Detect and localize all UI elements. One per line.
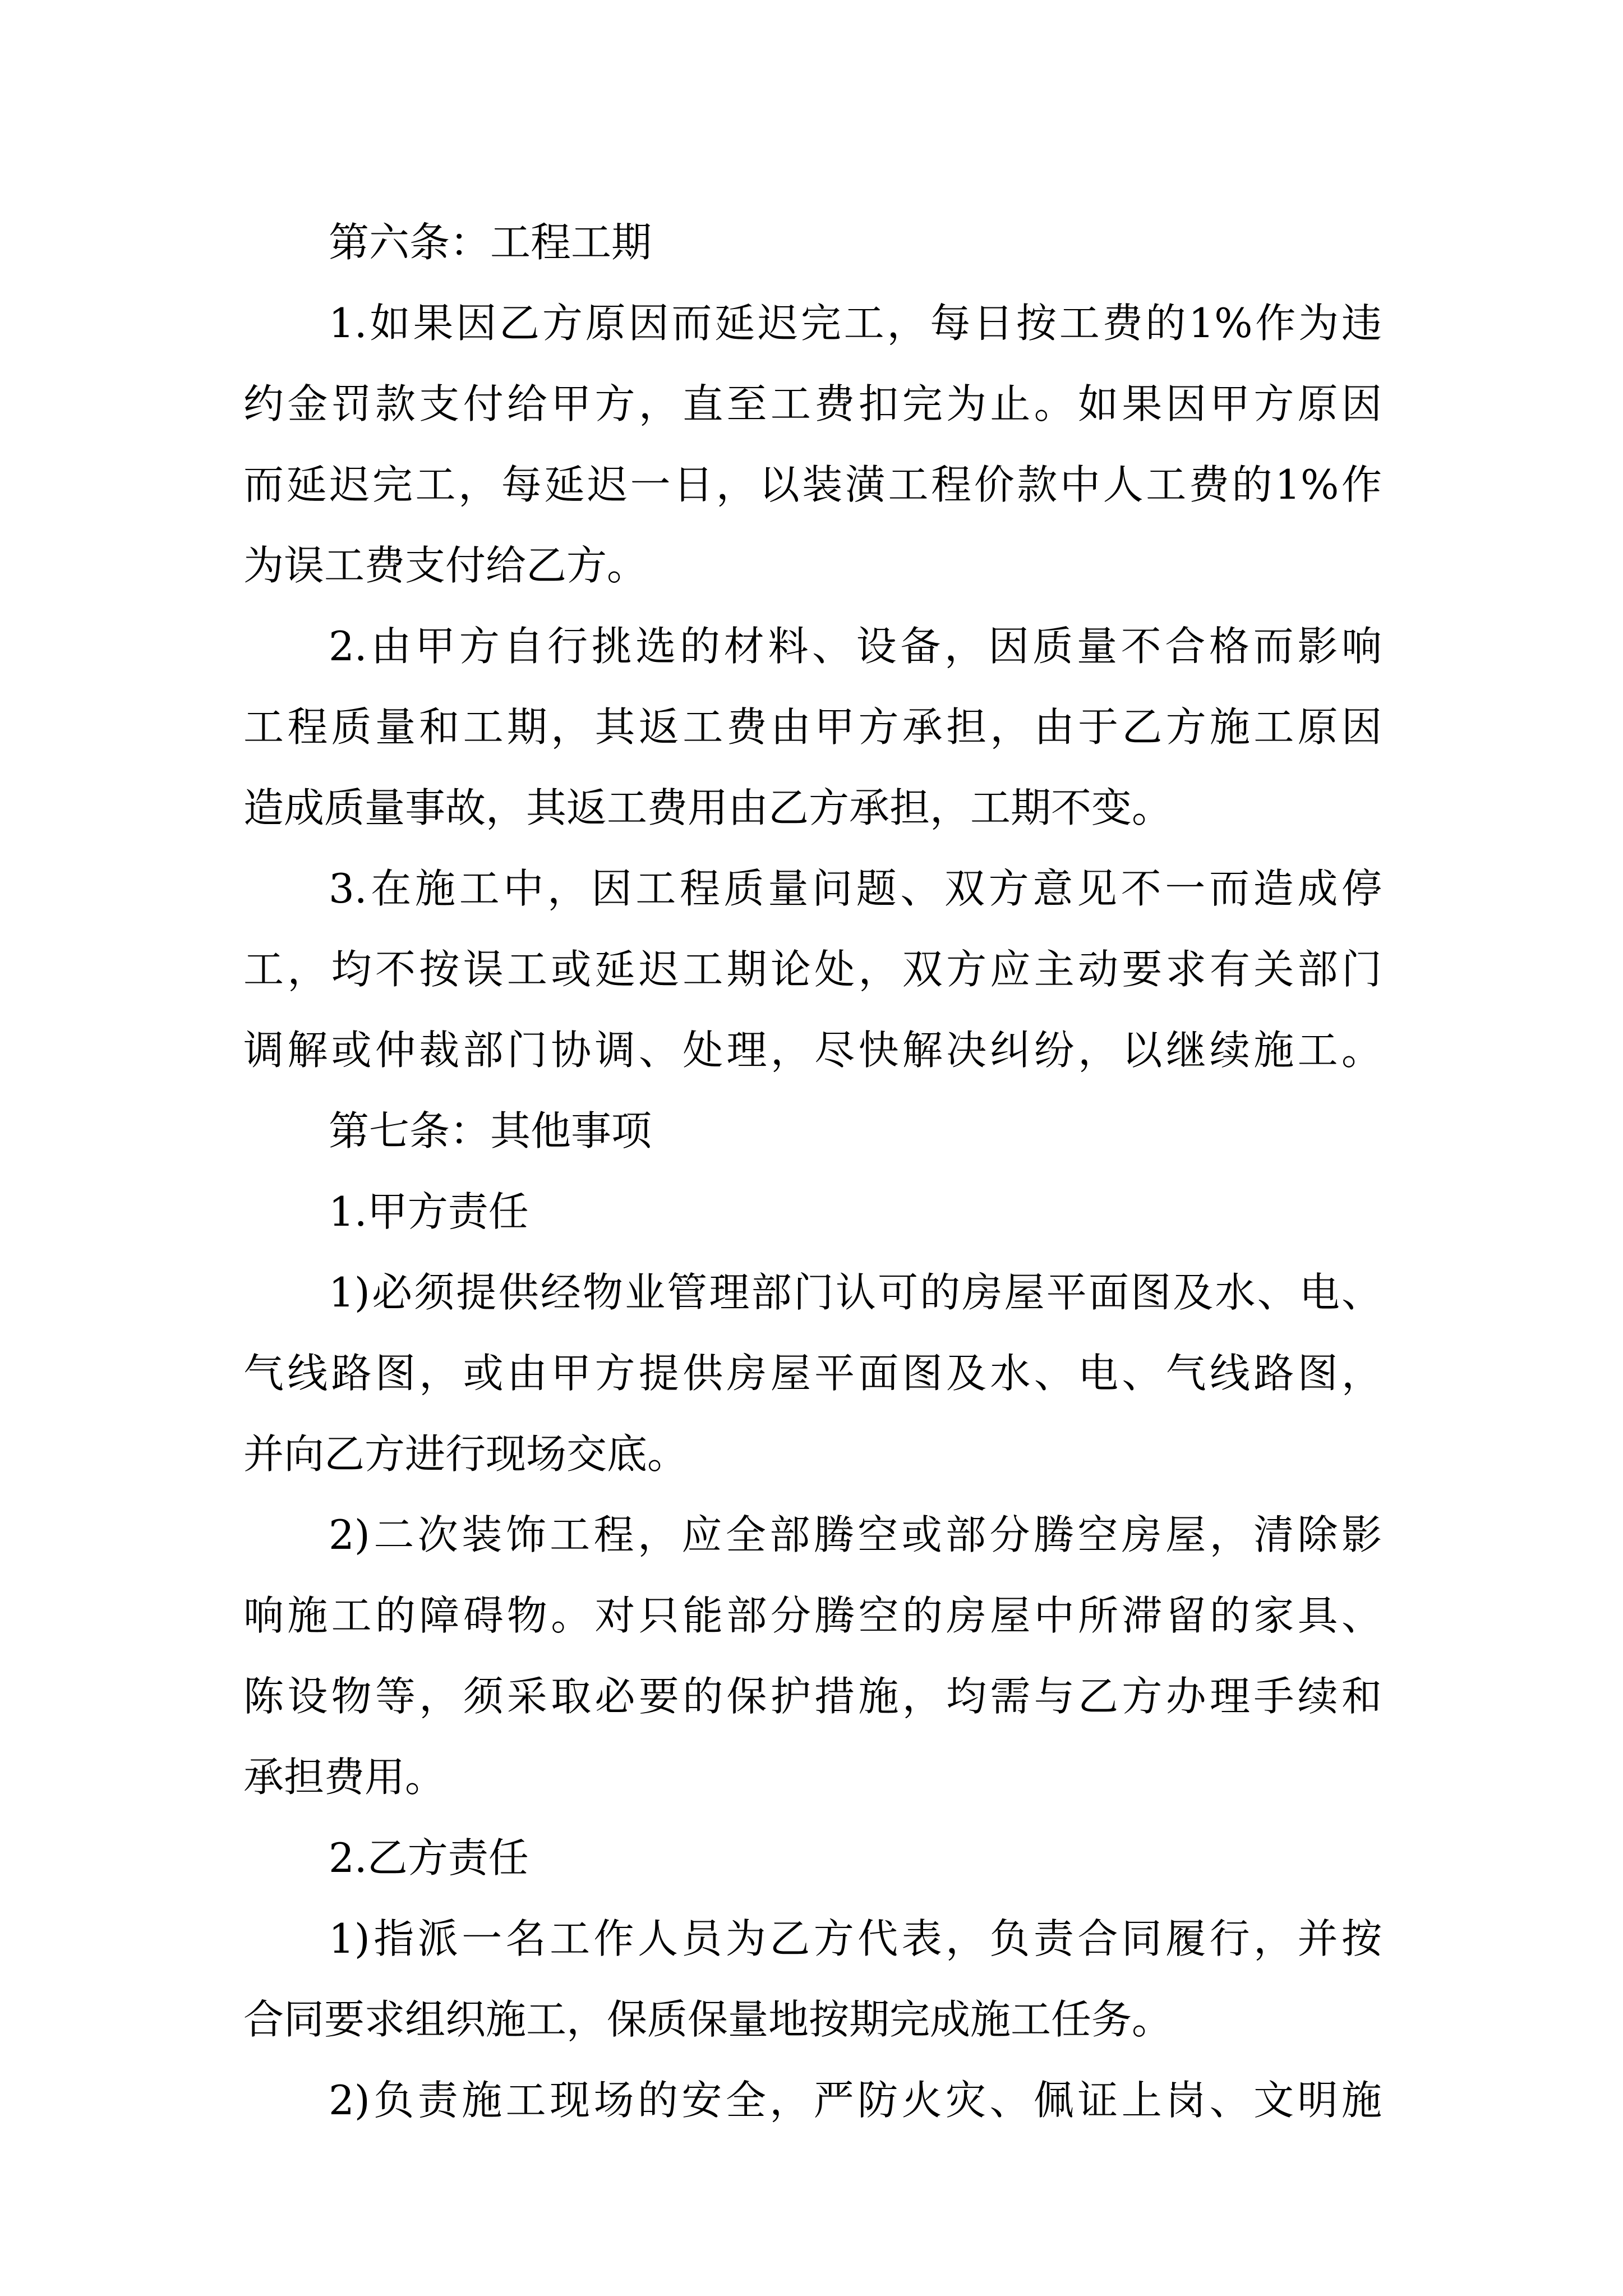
text-line: 第六条：工程工期: [329, 219, 652, 266]
text-line: 工，均不按误工或延迟工期论处，双方应主动要求有关部门: [243, 946, 1382, 993]
text-line: 承担费用。: [243, 1754, 446, 1801]
text-line: 工程质量和工期，其返工费由甲方承担，由于乙方施工原因: [243, 703, 1382, 751]
paragraph-7-1-1: [243, 1252, 1382, 1494]
text-line: 调解或仲裁部门协调、处理，尽快解决纠纷，以继续施工。: [243, 1027, 1382, 1074]
subheading-party-a: [243, 1171, 1382, 1252]
paragraph-7-1-2: [243, 1494, 1382, 1818]
text-line: 约金罚款支付给甲方，直至工费扣完为止。如果因甲方原因: [243, 380, 1382, 427]
paragraph-7-2-1: [243, 1898, 1382, 2060]
text-line: 造成质量事故，其返工费用由乙方承担，工期不变。: [243, 784, 1173, 831]
text-line: 合同要求组织施工，保质保量地按期完成施工任务。: [243, 1996, 1173, 2043]
section-heading-6: [243, 202, 1382, 283]
text-line: 第七条：其他事项: [329, 1107, 652, 1154]
paragraph-6-2: [243, 606, 1382, 848]
text-line: 3.在施工中，因工程质量问题、双方意见不一而造成停: [329, 865, 1382, 912]
text-line: 而延迟完工，每延迟一日，以装潢工程价款中人工费的1%作: [243, 461, 1382, 508]
paragraph-7-2-2: [243, 2060, 1382, 2141]
text-line: 1.如果因乙方原因而延迟完工，每日按工费的1%作为违: [329, 300, 1382, 347]
text-line: 1)指派一名工作人员为乙方代表，负责合同履行，并按: [329, 1915, 1382, 1962]
paragraph-6-1: [243, 283, 1382, 606]
text-line: 陈设物等，须采取必要的保护措施，均需与乙方办理手续和: [243, 1673, 1382, 1720]
text-line: 2.由甲方自行挑选的材料、设备，因质量不合格而影响: [329, 623, 1382, 670]
text-line: 并向乙方进行现场交底。: [243, 1430, 688, 1478]
text-line: 为误工费支付给乙方。: [243, 542, 648, 589]
section-heading-7: [243, 1091, 1382, 1171]
text-line: 响施工的障碍物。对只能部分腾空的房屋中所滞留的家具、: [243, 1592, 1382, 1639]
text-line: 气线路图，或由甲方提供房屋平面图及水、电、气线路图，: [243, 1350, 1382, 1397]
text-line: 2)负责施工现场的安全，严防火灾、佩证上岗、文明施: [329, 2077, 1382, 2124]
text-line: 1.甲方责任: [329, 1188, 529, 1235]
document-body: [243, 202, 1382, 2141]
text-line: 2.乙方责任: [329, 1834, 529, 1881]
text-line: 2)二次装饰工程，应全部腾空或部分腾空房屋，清除影: [329, 1511, 1382, 1558]
paragraph-6-3: [243, 848, 1382, 1091]
subheading-party-b: [243, 1818, 1382, 1898]
text-line: 1)必须提供经物业管理部门认可的房屋平面图及水、电、: [329, 1269, 1382, 1316]
